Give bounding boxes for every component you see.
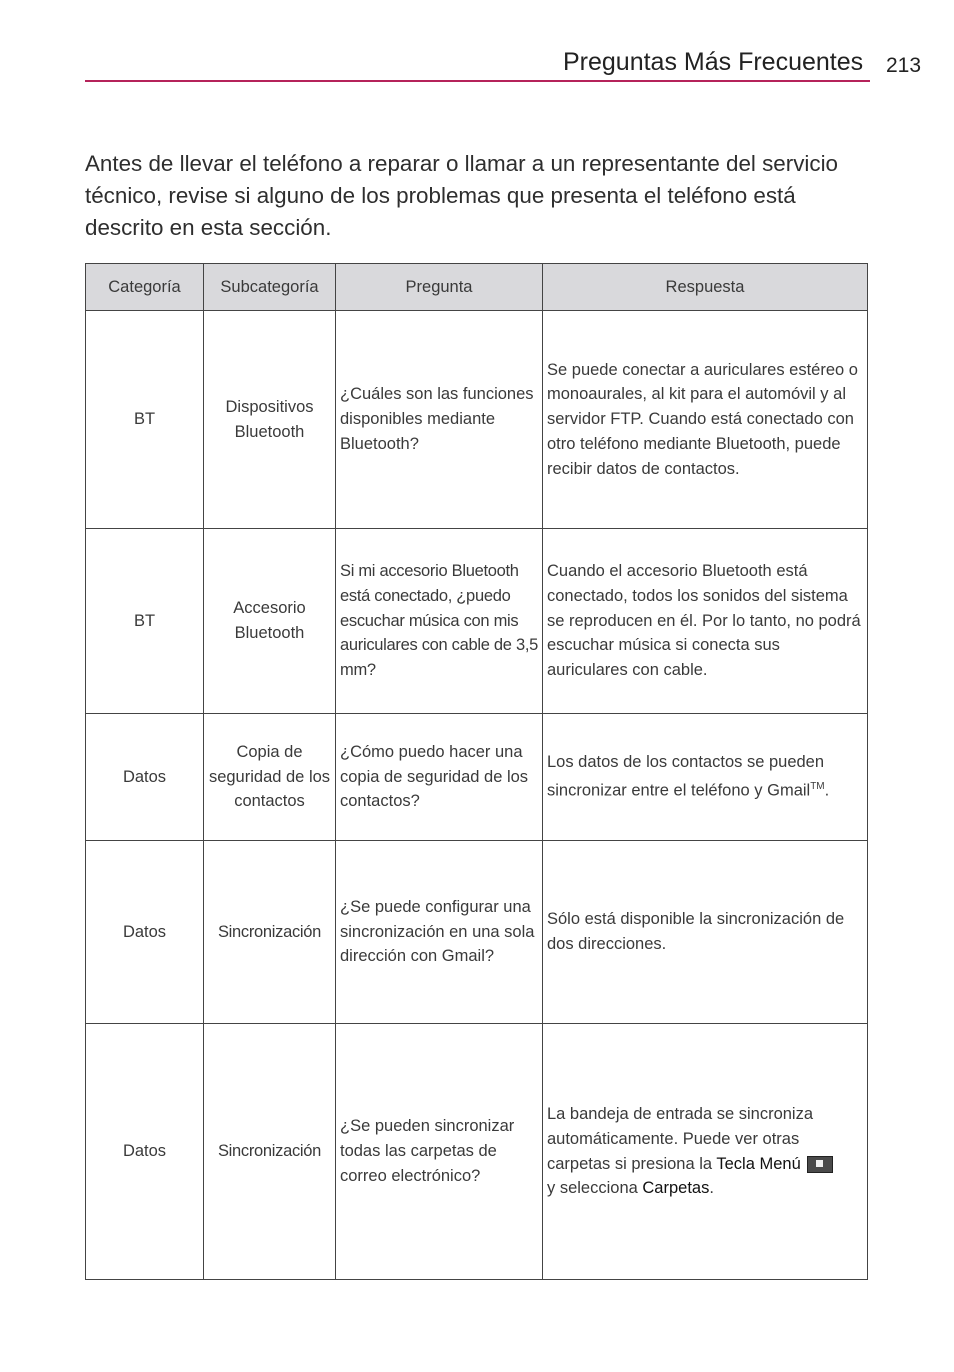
section-title: Preguntas Más Frecuentes	[563, 48, 864, 76]
table-row	[86, 714, 868, 841]
category-cell: Datos	[86, 1024, 204, 1280]
trademark-superscript: TM	[810, 781, 825, 793]
question-cell: Si mi accesorio Bluetooth está conectado, ¿puedo escuchar música con mis auriculares con cable de 3,5 mm?	[336, 529, 543, 714]
folders-label: Carpetas	[642, 1179, 710, 1198]
category-cell: BT	[86, 311, 204, 529]
answer-cell: Se puede conectar a auriculares estéreo o monoaurales, al kit para el automóvil y al servidor FTP. Cuando está conectado con otro teléfono mediante Bluetooth, puede recibir datos de contactos.	[543, 311, 868, 529]
column-header-answer: Respuesta	[543, 264, 868, 311]
answer-text-2: y selecciona	[547, 1179, 643, 1198]
answer-cell: Sólo está disponible la sincronización de dos direcciones.	[543, 841, 868, 1024]
page-number: 213	[886, 54, 922, 77]
faq-table	[85, 263, 868, 1280]
subcategory-cell: Sincronización	[204, 841, 336, 1024]
menu-key-icon	[807, 1156, 833, 1173]
question-cell: ¿Cómo puedo hacer una copia de seguridad de los contactos?	[336, 714, 543, 841]
category-cell: BT	[86, 529, 204, 714]
subcategory-cell: Copia de seguridad de los contactos	[204, 714, 336, 841]
answer-cell	[543, 1024, 868, 1280]
question-cell: ¿Cuáles son las funciones disponibles mediante Bluetooth?	[336, 311, 543, 529]
category-cell: Datos	[86, 841, 204, 1024]
table-row	[86, 1024, 868, 1280]
column-header-subcategory: Subcategoría	[204, 264, 336, 311]
menu-key-label: Tecla Menú	[716, 1154, 801, 1173]
table-row	[86, 311, 868, 529]
question-cell: ¿Se pueden sincronizar todas las carpetas de correo electrónico?	[336, 1024, 543, 1280]
answer-text: Los datos de los contactos se pueden sincronizar entre el teléfono y Gmail	[547, 753, 825, 800]
table-row	[86, 529, 868, 714]
answer-period: .	[709, 1179, 714, 1198]
subcategory-cell: Dispositivos Bluetooth	[204, 311, 336, 529]
answer-cell	[543, 714, 868, 841]
answer-cell: Cuando el accesorio Bluetooth está conectado, todos los sonidos del sistema se reproducen en él. Por lo tanto, no podrá escuchar música si conecta sus auriculares con cable.	[543, 529, 868, 714]
column-header-category: Categoría	[86, 264, 204, 311]
table-header-row	[86, 264, 868, 311]
answer-text: La bandeja de entrada se sincroniza automáticamente. Puede ver otras carpetas si presiona la	[547, 1104, 814, 1173]
question-cell: ¿Se puede configurar una sincronización en una sola dirección con Gmail?	[336, 841, 543, 1024]
subcategory-cell: Accesorio Bluetooth	[204, 529, 336, 714]
table-row	[86, 841, 868, 1024]
intro-paragraph: Antes de llevar el teléfono a reparar o llamar a un representante del servicio técnico, revise si alguno de los problemas que presenta el teléfono está descrito en esta sección.	[85, 151, 838, 240]
column-header-question: Pregunta	[336, 264, 543, 311]
header-divider	[85, 80, 870, 82]
category-cell: Datos	[86, 714, 204, 841]
subcategory-cell: Sincronización	[204, 1024, 336, 1280]
answer-period: .	[824, 781, 830, 800]
